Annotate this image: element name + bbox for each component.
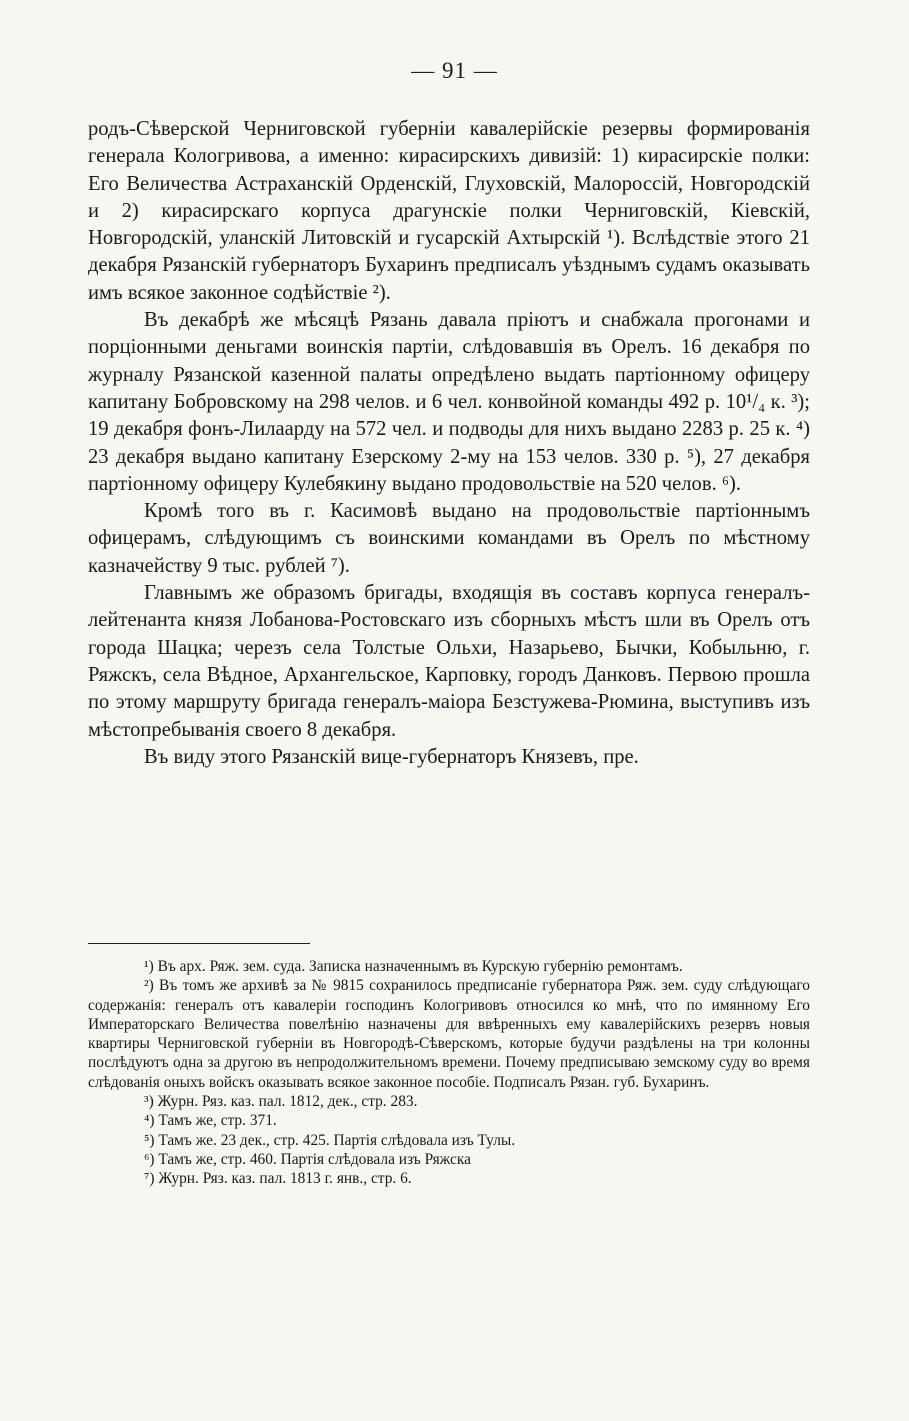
- footnote: ⁴) Тамъ же, стр. 371.: [144, 1112, 277, 1130]
- footnote: ¹) Въ арх. Ряж. зем. суда. Записка назначеннымъ въ Курскую губернію ремонтамъ.: [144, 958, 683, 975]
- footnote: ⁶) Тамъ же, стр. 460. Партія слѣдовала изъ Ряжска: [144, 1150, 471, 1168]
- body-text: [88, 116, 810, 771]
- page-number: — 91 —: [411, 58, 498, 83]
- footnote: ⁵) Тамъ же. 23 дек., стр. 425. Партія слѣдовала изъ Тулы.: [144, 1131, 516, 1149]
- paragraph: Въ декабрѣ же мѣсяцѣ Рязань давала пріютъ и снабжала прогонами и порціонными деньгами воинскія партіи, слѣдовавшія въ Орелъ. 16 декабря по журналу Рязанской казенной палаты опредѣлено выдать партіонному офицеру капитану Бобровскому на 298 челов. и 6 чел. конвойной команды 492 р. 10¹/₄ к. ³); 19 декабря фонъ-Лилаарду на 572 чел. и подводы для нихъ выдано 2283 р. 25 к. ⁴) 23 декабря выдано капитану Езерскому 2-му на 153 челов. 330 р. ⁵), 27 декабря партіонному офицеру Кулебякину выдано продовольствіе на 520 челов. ⁶).: [88, 309, 810, 495]
- paragraph: Главнымъ же образомъ бригады, входящія въ составъ корпуса генералъ-лейтенанта князя Лобанова-Ростовскаго изъ сборныхъ мѣстъ шли въ Орелъ отъ города Шацка; черезъ села Толстые Ольхи, Назарьево, Бычки, Кобыльню, г. Ряжскъ, села Вѣдное, Архангельское, Карповку, городъ Данковъ. Первою прошла по этому маршруту бригада генералъ-маіора Безстужева-Рюмина, выступивъ изъ мѣстопребыванія своего 8 декабря.: [88, 582, 810, 741]
- paragraph: Въ виду этого Рязанскій вице-губернаторъ Князевъ, пре.: [144, 745, 639, 768]
- paragraph: Кромѣ того въ г. Касимовѣ выдано на продовольствіе партіоннымъ офицерамъ, слѣдующимъ съ воинскими командами въ Орелъ по мѣстному казначейству 9 тыс. рублей ⁷).: [88, 500, 810, 577]
- footnote-divider: [88, 943, 310, 944]
- paragraph: родъ-Сѣверской Черниговской губерніи кавалерійскіе резервы формированія генерала Кологривова, а именно: кирасирскихъ дивизій: 1) кирасирскіе полки: Его Величества Астраханскій Орденскій, Глуховскій, Малороссій, Новгородскій и 2) кирасирскаго корпуса драгунскіе полки Черниговскій, Кіевскій, Новгородскій, уланскій Литовскій и гусарскій Ахтырскій ¹). Вслѣдствіе этого 21 декабря Рязанскій губернаторъ Бухаринъ предписалъ уѣзднымъ судамъ оказывать имъ всякое законное содѣйствіе ²).: [88, 118, 810, 304]
- footnote: ²) Въ томъ же архивѣ за № 9815 сохранилось предписаніе губернатора Ряж. зем. суду слѣдующаго содержанія: генералъ отъ кавалеріи господинъ Кологривовъ относился ко мнѣ, что по имянному Его Императорскаго Величества повелѣнію назначены для ввѣренныхъ ему кавалерійскихъ резервъ новыя квартиры Черниговской губерніи въ Новгородѣ-Сѣверскомъ, которые будучи раздѣлены на три колонны послѣдуютъ одна за другою въ непродолжительномъ времени. Почему предписываю земскому суду во время слѣдованія оныхъ войскъ оказывать всякое законное пособіе. Подписалъ Рязан. губ. Бухаринъ.: [88, 977, 810, 1091]
- footnotes: [88, 957, 810, 1189]
- footnote: ³) Журн. Ряз. каз. пал. 1812, дек., стр. 283.: [144, 1093, 418, 1111]
- footnote: ⁷) Журн. Ряз. каз. пал. 1813 г. янв., стр. 6.: [144, 1170, 412, 1188]
